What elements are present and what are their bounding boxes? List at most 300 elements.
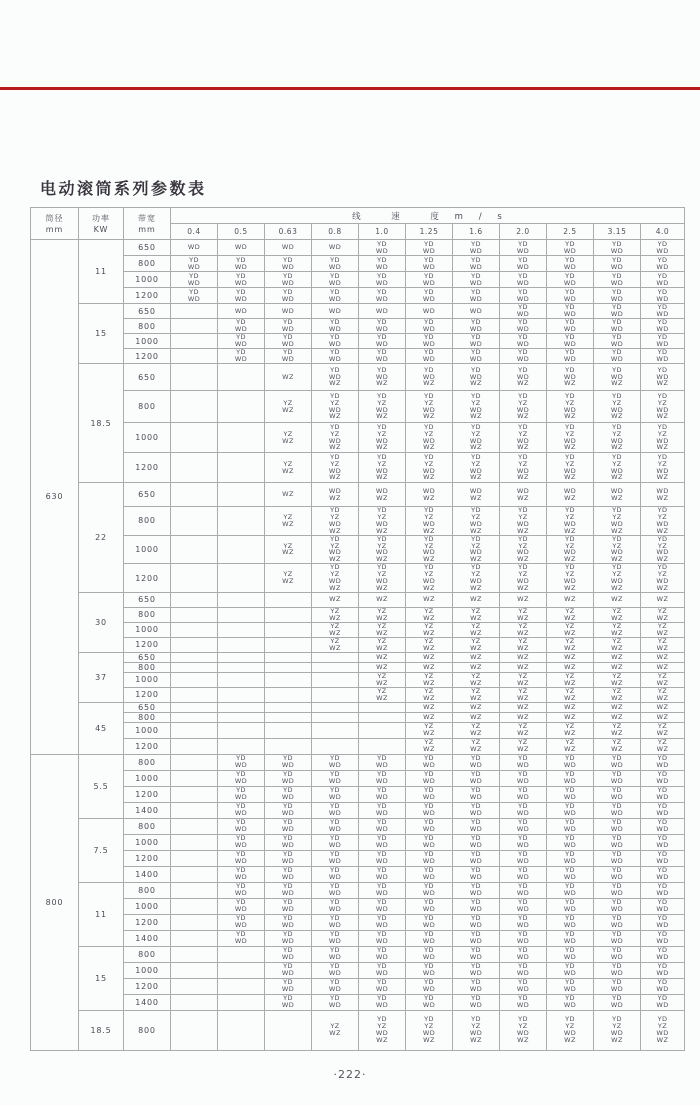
speed-cell: YD YZ WD WZ xyxy=(312,391,359,423)
speed-cell xyxy=(171,592,218,607)
speed-cell xyxy=(171,882,218,898)
speed-cell: YD WD xyxy=(312,978,359,994)
speed-cell: YZ WZ xyxy=(406,672,453,687)
speed-cell: YD YZ WD WZ xyxy=(359,1010,406,1050)
speed-header-cell: 2.0 xyxy=(500,224,547,240)
speed-cell xyxy=(171,712,218,722)
power-value: 7.5 xyxy=(79,818,124,882)
speed-cell: YZ WZ xyxy=(500,622,547,637)
speed-cell: YD WD xyxy=(500,914,547,930)
speed-cell: YD WD xyxy=(641,946,685,962)
speed-header-cell: 1.0 xyxy=(359,224,406,240)
speed-cell: YD WD xyxy=(641,802,685,818)
speed-cell: YD WD xyxy=(547,272,594,288)
speed-cell xyxy=(171,802,218,818)
speed-cell: WZ xyxy=(641,592,685,607)
table-row xyxy=(31,483,685,507)
speed-cell: YD YZ WD WZ xyxy=(406,507,453,536)
table-row xyxy=(31,898,685,914)
table-row xyxy=(31,256,685,272)
speed-cell: YD WD xyxy=(218,319,265,334)
speed-cell: YD YZ WD WZ xyxy=(500,564,547,593)
table-row xyxy=(31,423,685,453)
speed-cell: YD WD xyxy=(547,349,594,364)
table-row xyxy=(31,288,685,304)
speed-cell: YD YZ WD WZ xyxy=(359,535,406,564)
speed-cell: YD WD xyxy=(547,786,594,802)
speed-cell: YD WD xyxy=(265,334,312,349)
speed-cell xyxy=(312,687,359,702)
speed-cell: YD WD xyxy=(547,818,594,834)
speed-cell: YD YZ WD WZ xyxy=(547,423,594,453)
belt-width-value: 650 xyxy=(124,702,171,712)
speed-cell xyxy=(265,702,312,712)
speed-cell: YZ WZ xyxy=(547,622,594,637)
speed-cell xyxy=(171,349,218,364)
speed-cell: YD YZ WD WZ xyxy=(359,391,406,423)
speed-cell: YD WD xyxy=(218,754,265,770)
table-row xyxy=(31,882,685,898)
speed-cell: YD YZ WD WZ xyxy=(500,391,547,423)
speed-cell: YD WD xyxy=(547,240,594,256)
speed-cell xyxy=(218,712,265,722)
speed-cell: YD WD xyxy=(265,930,312,946)
speed-cell xyxy=(218,364,265,391)
speed-header-cell: 0.5 xyxy=(218,224,265,240)
speed-cell: YD YZ WD WZ xyxy=(453,507,500,536)
speed-cell: YD WD xyxy=(641,898,685,914)
belt-width-value: 1000 xyxy=(124,770,171,786)
speed-cell: YD WD xyxy=(594,786,641,802)
speed-cell xyxy=(218,946,265,962)
belt-width-value: 1400 xyxy=(124,994,171,1010)
speed-cell: WD xyxy=(312,304,359,319)
speed-cell: YD WD xyxy=(500,994,547,1010)
speed-cell: YD WD xyxy=(547,850,594,866)
speed-cell xyxy=(171,564,218,593)
speed-cell: WD xyxy=(265,240,312,256)
speed-cell: YD WD xyxy=(453,349,500,364)
speed-cell: YD WD xyxy=(641,334,685,349)
speed-cell: YD WD xyxy=(500,304,547,319)
speed-cell: YZ WZ xyxy=(265,507,312,536)
speed-cell: YD WD xyxy=(594,349,641,364)
speed-cell: WD WZ xyxy=(312,483,359,507)
speed-cell xyxy=(312,712,359,722)
speed-cell: YD WD xyxy=(594,946,641,962)
speed-cell: YD YZ WD WZ xyxy=(312,507,359,536)
belt-width-value: 1200 xyxy=(124,738,171,754)
speed-cell: YD WD xyxy=(312,754,359,770)
col-header-width xyxy=(124,208,171,240)
speed-cell xyxy=(171,770,218,786)
speed-cell: YD WD xyxy=(406,930,453,946)
power-value: 18.5 xyxy=(79,364,124,483)
speed-cell: YD WD xyxy=(218,882,265,898)
speed-cell: YD WD xyxy=(547,914,594,930)
speed-cell: YD WD xyxy=(359,754,406,770)
speed-cell: YZ WZ xyxy=(359,622,406,637)
speed-cell: YD WD xyxy=(265,802,312,818)
speed-cell: YZ WZ xyxy=(594,687,641,702)
speed-cell xyxy=(171,672,218,687)
speed-cell: YD WD xyxy=(453,319,500,334)
speed-cell: YZ WZ xyxy=(500,672,547,687)
speed-cell: YD WD xyxy=(594,834,641,850)
speed-cell: WD WZ xyxy=(547,483,594,507)
speed-cell: YD YZ WD WZ xyxy=(500,1010,547,1050)
speed-cell: YD WD xyxy=(359,786,406,802)
speed-cell: WZ xyxy=(265,483,312,507)
belt-width-value: 800 xyxy=(124,754,171,770)
table-row xyxy=(31,535,685,564)
speed-header-cell: 4.0 xyxy=(641,224,685,240)
speed-cell: YD WD xyxy=(312,288,359,304)
speed-cell: YD WD xyxy=(312,914,359,930)
speed-header-cell: 3.15 xyxy=(594,224,641,240)
speed-cell: WD xyxy=(312,240,359,256)
speed-cell: WZ xyxy=(547,712,594,722)
speed-cell: YD WD xyxy=(406,754,453,770)
table-row xyxy=(31,702,685,712)
power-value: 11 xyxy=(79,882,124,946)
speed-cell: YD YZ WD WZ xyxy=(641,391,685,423)
speed-cell xyxy=(171,702,218,712)
speed-cell: WZ xyxy=(406,662,453,672)
red-divider xyxy=(0,87,700,90)
speed-cell: YD WD xyxy=(594,754,641,770)
speed-cell: YZ WZ xyxy=(500,738,547,754)
speed-cell: YD YZ WD WZ xyxy=(500,535,547,564)
speed-cell: YD WD xyxy=(218,898,265,914)
speed-cell: YD YZ WD WZ xyxy=(594,535,641,564)
speed-cell: YZ WZ xyxy=(500,607,547,622)
col-header-power xyxy=(79,208,124,240)
speed-cell xyxy=(218,535,265,564)
belt-width-value: 1000 xyxy=(124,272,171,288)
speed-cell: WZ xyxy=(500,592,547,607)
speed-cell xyxy=(218,423,265,453)
speed-cell: YD WD xyxy=(594,994,641,1010)
speed-cell: YD WD xyxy=(594,288,641,304)
speed-cell: YZ WZ xyxy=(547,738,594,754)
table-row xyxy=(31,738,685,754)
table-row xyxy=(31,978,685,994)
speed-cell: YD WD xyxy=(547,898,594,914)
speed-cell: WZ xyxy=(500,652,547,662)
speed-cell xyxy=(171,738,218,754)
speed-cell xyxy=(171,962,218,978)
speed-cell: YD WD xyxy=(641,319,685,334)
speed-cell: YD WD xyxy=(594,770,641,786)
page-title: 电动滚筒系列参数表 xyxy=(40,179,207,198)
width-unit: mm xyxy=(138,224,156,234)
table-row xyxy=(31,304,685,319)
belt-width-value: 800 xyxy=(124,607,171,622)
speed-cell: YZ WZ xyxy=(594,607,641,622)
belt-width-value: 1200 xyxy=(124,453,171,483)
table-row xyxy=(31,607,685,622)
speed-cell: YD WD xyxy=(594,319,641,334)
speed-cell xyxy=(265,592,312,607)
belt-width-value: 1000 xyxy=(124,962,171,978)
speed-cell: WZ xyxy=(500,712,547,722)
speed-cell xyxy=(265,1010,312,1050)
speed-cell: YD WD xyxy=(312,930,359,946)
speed-cell: WZ xyxy=(500,662,547,672)
speed-cell: YD WD xyxy=(453,802,500,818)
power-value: 15 xyxy=(79,946,124,1010)
speed-cell xyxy=(171,637,218,652)
speed-cell: YD WD xyxy=(218,866,265,882)
speed-cell: YD WD xyxy=(594,962,641,978)
speed-cell: WD WZ xyxy=(359,483,406,507)
diameter-unit: mm xyxy=(45,224,64,234)
speed-cell xyxy=(171,535,218,564)
speed-cell: WZ xyxy=(453,702,500,712)
speed-header-cell: 1.25 xyxy=(406,224,453,240)
speed-cell: YD YZ WD WZ xyxy=(594,564,641,593)
speed-cell: YD YZ WD WZ xyxy=(500,507,547,536)
speed-cell: YD WD xyxy=(406,914,453,930)
belt-width-value: 1200 xyxy=(124,978,171,994)
speed-cell: YD WD xyxy=(312,866,359,882)
speed-cell: YD WD xyxy=(312,994,359,1010)
speed-cell: YD WD xyxy=(453,866,500,882)
speed-cell: YD WD xyxy=(359,882,406,898)
speed-cell: YD WD xyxy=(359,866,406,882)
speed-cell xyxy=(171,334,218,349)
speed-cell: YZ WZ xyxy=(359,687,406,702)
speed-cell: YD WD xyxy=(594,930,641,946)
table-row xyxy=(31,364,685,391)
speed-cell xyxy=(312,662,359,672)
speed-cell: YD WD xyxy=(406,802,453,818)
speed-cell xyxy=(218,637,265,652)
speed-header-cell: 1.6 xyxy=(453,224,500,240)
speed-cell: YD YZ WD WZ xyxy=(406,564,453,593)
speed-cell: WD xyxy=(265,304,312,319)
speed-cell: WZ xyxy=(406,712,453,722)
speed-cell xyxy=(171,850,218,866)
speed-cell: WZ xyxy=(594,652,641,662)
speed-cell xyxy=(359,738,406,754)
table-row xyxy=(31,240,685,256)
speed-cell: YD YZ WD WZ xyxy=(453,1010,500,1050)
speed-cell: YZ WZ xyxy=(594,738,641,754)
speed-cell: YZ WZ xyxy=(594,722,641,738)
speed-cell: YD YZ WD WZ xyxy=(453,453,500,483)
speed-cell xyxy=(312,722,359,738)
speed-cell: YD YZ WD WZ xyxy=(359,423,406,453)
speed-cell: YD WD xyxy=(406,319,453,334)
speed-cell xyxy=(218,962,265,978)
speed-cell xyxy=(265,652,312,662)
speed-cell: YD WD xyxy=(641,786,685,802)
speed-cell: YD WD xyxy=(265,962,312,978)
table-row xyxy=(31,672,685,687)
speed-cell: YD YZ WD WZ xyxy=(500,453,547,483)
belt-width-value: 1400 xyxy=(124,866,171,882)
speed-cell: WZ xyxy=(406,702,453,712)
speed-cell: YD WD xyxy=(500,834,547,850)
speed-cell: WD WZ xyxy=(594,483,641,507)
speed-cell: YD WD xyxy=(171,288,218,304)
speed-cell xyxy=(171,754,218,770)
table-row xyxy=(31,962,685,978)
speed-cell: YD WD xyxy=(641,272,685,288)
table-row xyxy=(31,818,685,834)
speed-cell: YD WD xyxy=(312,834,359,850)
speed-cell: WD WZ xyxy=(406,483,453,507)
speed-cell xyxy=(218,738,265,754)
speed-cell xyxy=(265,712,312,722)
speed-cell: YZ WZ xyxy=(453,672,500,687)
speed-cell: YD WD xyxy=(218,786,265,802)
table-row xyxy=(31,637,685,652)
speed-cell xyxy=(171,319,218,334)
speed-cell: YD WD xyxy=(500,866,547,882)
speed-cell: YD WD xyxy=(641,994,685,1010)
speed-cell: YD WD xyxy=(500,818,547,834)
speed-cell xyxy=(218,1010,265,1050)
speed-cell: YD WD xyxy=(406,850,453,866)
speed-header-cell: 0.63 xyxy=(265,224,312,240)
speed-cell: WZ xyxy=(547,592,594,607)
speed-cell: YZ WZ xyxy=(641,607,685,622)
speed-cell: WD xyxy=(171,240,218,256)
speed-cell: YD WD xyxy=(218,272,265,288)
table-row xyxy=(31,622,685,637)
speed-cell: YZ WZ xyxy=(594,622,641,637)
speed-cell: YD WD xyxy=(547,882,594,898)
speed-cell: YD WD xyxy=(641,240,685,256)
speed-cell: YD WD xyxy=(265,946,312,962)
speed-cell: YD WD xyxy=(547,834,594,850)
speed-cell: YD WD xyxy=(406,978,453,994)
power-value: 11 xyxy=(79,240,124,304)
speed-cell: YD WD xyxy=(406,334,453,349)
speed-cell: YZ WZ xyxy=(312,1010,359,1050)
table-row xyxy=(31,564,685,593)
belt-width-value: 800 xyxy=(124,712,171,722)
power-value: 18.5 xyxy=(79,1010,124,1050)
speed-cell xyxy=(171,866,218,882)
speed-cell: YZ WZ xyxy=(406,738,453,754)
speed-cell: YD WD WZ xyxy=(406,364,453,391)
speed-cell: YD WD xyxy=(359,288,406,304)
speed-cell: YD WD xyxy=(500,802,547,818)
speed-cell: YD WD xyxy=(547,978,594,994)
speed-cell xyxy=(171,722,218,738)
speed-cell: YD WD xyxy=(547,304,594,319)
speed-cell: YD WD xyxy=(312,898,359,914)
speed-cell xyxy=(218,994,265,1010)
speed-cell: YD WD xyxy=(406,994,453,1010)
speed-cell: YD WD xyxy=(265,850,312,866)
speed-cell: YD WD xyxy=(500,882,547,898)
speed-cell: YD WD xyxy=(218,770,265,786)
speed-cell xyxy=(218,507,265,536)
speed-cell xyxy=(265,722,312,738)
speed-cell: YZ WZ xyxy=(641,687,685,702)
belt-width-value: 650 xyxy=(124,304,171,319)
speed-cell: YD WD xyxy=(406,866,453,882)
speed-cell: YD WD xyxy=(594,272,641,288)
speed-cell xyxy=(265,637,312,652)
belt-width-value: 1200 xyxy=(124,850,171,866)
speed-cell: YD WD xyxy=(500,978,547,994)
speed-cell: YD WD xyxy=(312,786,359,802)
speed-cell: WD WZ xyxy=(641,483,685,507)
speed-cell: YD YZ WD WZ xyxy=(594,423,641,453)
speed-cell: YZ WZ xyxy=(500,687,547,702)
table-row xyxy=(31,507,685,536)
speed-cell: YD WD xyxy=(594,802,641,818)
speed-cell xyxy=(171,622,218,637)
speed-cell: WZ xyxy=(641,702,685,712)
speed-cell xyxy=(218,607,265,622)
speed-cell xyxy=(312,672,359,687)
speed-cell: YD WD xyxy=(359,978,406,994)
speed-cell: YD WD xyxy=(594,914,641,930)
diameter-value: 630 xyxy=(31,240,79,755)
speed-cell: YD WD xyxy=(218,914,265,930)
speed-cell: YD WD xyxy=(359,930,406,946)
speed-cell: YZ WZ xyxy=(359,672,406,687)
speed-cell: YD YZ WD WZ xyxy=(547,507,594,536)
speed-cell: YD WD xyxy=(312,962,359,978)
speed-cell: YD WD xyxy=(359,834,406,850)
belt-width-value: 800 xyxy=(124,818,171,834)
table-row xyxy=(31,391,685,423)
speed-cell: YD WD xyxy=(594,978,641,994)
speed-cell: YD YZ WD WZ xyxy=(312,453,359,483)
speed-cell: YD WD xyxy=(406,882,453,898)
speed-cell xyxy=(218,978,265,994)
speed-cell: YZ WZ xyxy=(641,622,685,637)
power-label: 功率 xyxy=(92,213,110,223)
speed-cell: YZ WZ xyxy=(406,687,453,702)
speed-cell: YD WD xyxy=(359,770,406,786)
table-row xyxy=(31,272,685,288)
speed-cell: YZ WZ xyxy=(312,622,359,637)
speed-cell: YD WD xyxy=(500,240,547,256)
speed-cell: YD WD xyxy=(500,930,547,946)
speed-cell: YD WD xyxy=(547,334,594,349)
belt-width-value: 1000 xyxy=(124,834,171,850)
speed-cell: YD WD xyxy=(359,802,406,818)
speed-cell: YD YZ WD WZ xyxy=(594,453,641,483)
speed-cell: YZ WZ xyxy=(594,637,641,652)
speed-cell: WZ xyxy=(312,592,359,607)
speed-cell xyxy=(359,702,406,712)
speed-cell xyxy=(171,898,218,914)
belt-width-value: 800 xyxy=(124,1010,171,1050)
belt-width-value: 800 xyxy=(124,662,171,672)
speed-cell: YD WD WZ xyxy=(500,364,547,391)
speed-cell: YD WD xyxy=(265,866,312,882)
speed-cell: YD WD xyxy=(500,898,547,914)
speed-cell: YD WD xyxy=(594,334,641,349)
power-value: 37 xyxy=(79,652,124,702)
table-row xyxy=(31,866,685,882)
speed-cell: YZ WZ xyxy=(547,607,594,622)
speed-cell: YD WD xyxy=(641,850,685,866)
table-row xyxy=(31,770,685,786)
speed-cell: YD WD xyxy=(265,288,312,304)
speed-cell: YZ WZ xyxy=(359,637,406,652)
